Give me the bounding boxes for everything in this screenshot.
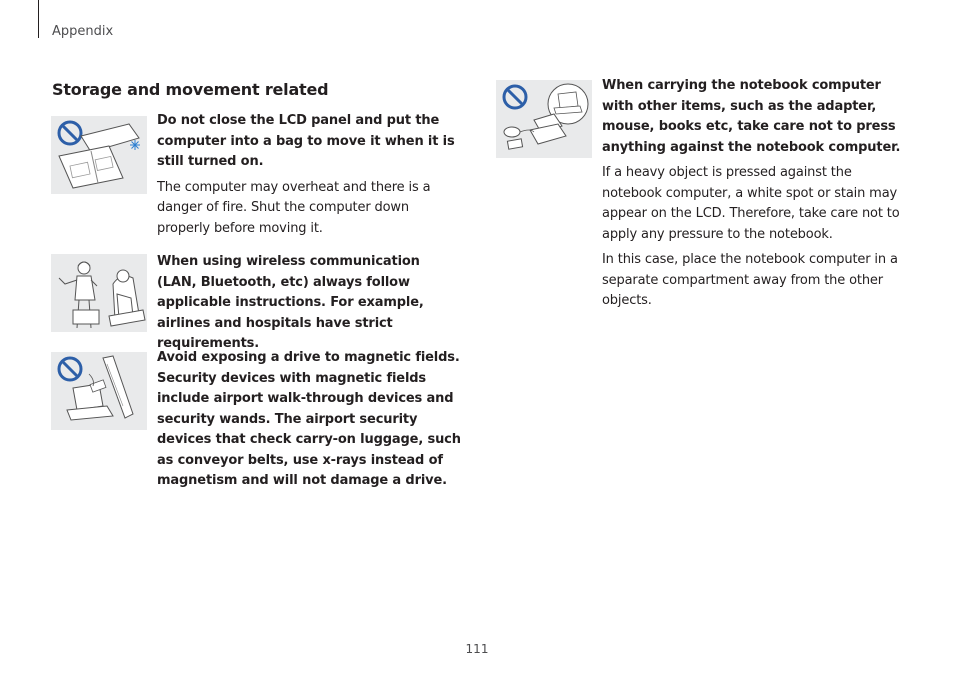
no-magnetic-field-icon: [51, 352, 147, 430]
no-close-lcd-icon: [51, 116, 147, 194]
item-3-text: [157, 348, 462, 492]
item-2-text: [157, 252, 462, 355]
no-pressure-on-notebook-icon: [496, 80, 592, 158]
item-1-body: The computer may overheat and there is a danger of fire. Shut the computer down properly before moving it.: [157, 179, 431, 236]
running-header: Appendix: [52, 24, 114, 39]
margin-rule: [38, 0, 39, 38]
page-number: 111: [465, 642, 489, 656]
item-4-body: If a heavy object is pressed against the notebook computer, a white spot or stain may appear on the LCD. Therefore, take care not to apply any pressure to the notebook.: [602, 165, 900, 242]
item-4-heading: When carrying the notebook computer with other items, such as the adapter, mouse, books etc, take care not to press anything against the notebook computer.: [602, 78, 901, 155]
item-4-text: [602, 76, 907, 312]
item-1-text: [157, 111, 462, 239]
item-3-heading: Avoid exposing a drive to magnetic fields. Security devices with magnetic fields include airport walk-through devices and security wands. The airport security devices that check carry-on luggage, such as conveyor belts, use x-rays instead of magnetism and will not damage a drive.: [157, 350, 461, 488]
airplane-wireless-icon: [51, 254, 147, 332]
item-1-heading: Do not close the LCD panel and put the computer into a bag to move it when it is still turned on.: [157, 113, 455, 169]
section-title: Storage and movement related: [52, 80, 329, 99]
item-4-body-2: In this case, place the notebook computer in a separate compartment away from the other objects.: [602, 252, 898, 308]
item-2-heading: When using wireless communication (LAN, Bluetooth, etc) always follow applicable instructions. For example, airlines and hospitals have strict requirements.: [157, 254, 424, 351]
